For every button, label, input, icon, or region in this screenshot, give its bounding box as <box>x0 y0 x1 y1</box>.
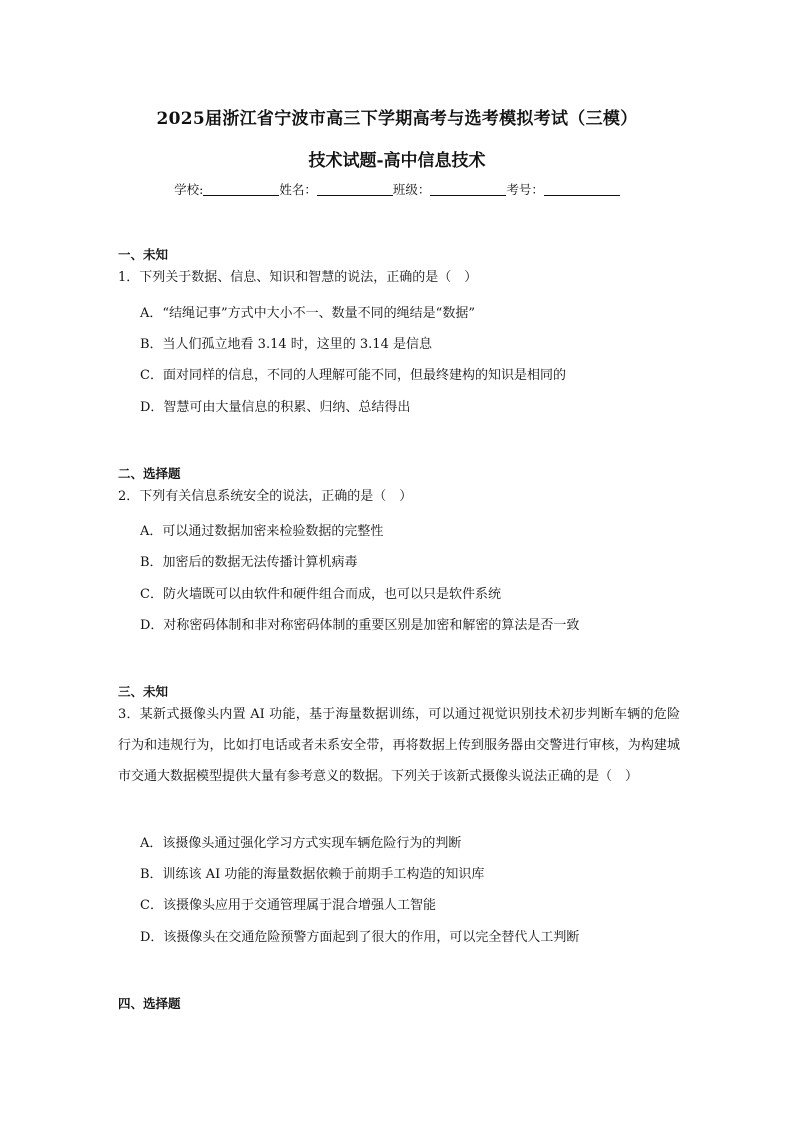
question-3-option-d: D．该摄像头在交通危险预警方面起到了很大的作用，可以完全替代人工判断 <box>140 930 580 945</box>
name-blank <box>317 183 393 196</box>
section-heading: 二、选择题 <box>118 466 181 481</box>
question-3-option-b: B．训练该 AI 功能的海量数据依赖于前期手工构造的知识库 <box>140 867 485 882</box>
page-title: 2025届浙江省宁波市高三下学期高考与选考模拟考试（三模） <box>156 109 638 129</box>
question-1-option-a: A．“结绳记事”方式中大小不一、数量不同的绳结是“数据” <box>140 306 475 321</box>
section-heading: 四、选择题 <box>118 996 181 1011</box>
exam-number-label: 考号： <box>506 182 544 197</box>
section-heading: 三、未知 <box>118 684 169 699</box>
question-3-stem: 3．某新式摄像头内置 AI 功能，基于海量数据训练，可以通过视觉识别技术初步判断车辆的危险行为和违规行为，比如打电话或者未系安全带，再将数据上传到服务器由交警进行审核，为构建城市交通大数据模型提供大量有参考意义的数据。下列关于该新式摄像头说法正确的是（ ） <box>118 707 680 784</box>
question-2-option-b: B．加密后的数据无法传播计算机病毒 <box>140 555 358 570</box>
section-heading: 一、未知 <box>118 247 169 262</box>
question-2-option-d: D．对称密码体制和非对称密码体制的重要区别是加密和解密的算法是否一致 <box>140 618 580 633</box>
question-1-option-d: D．智慧可由大量信息的积累、归纳、总结得出 <box>140 400 411 415</box>
question-3-option-c: C．该摄像头应用于交通管理属于混合增强人工智能 <box>140 898 436 913</box>
name-label: 姓名： <box>279 182 317 197</box>
school-blank <box>203 183 279 196</box>
student-info-line <box>0 180 794 198</box>
question-1-option-c: C．面对同样的信息，不同的人理解可能不同，但最终建构的知识是相同的 <box>140 368 566 383</box>
question-1-stem: 1．下列关于数据、信息、知识和智慧的说法，正确的是（ ） <box>118 270 478 285</box>
question-2-option-c: C．防火墙既可以由软件和硬件组合而成，也可以只是软件系统 <box>140 587 501 602</box>
page-subtitle: 技术试题-高中信息技术 <box>308 151 486 171</box>
question-2-stem: 2．下列有关信息系统安全的说法，正确的是（ ） <box>118 489 413 504</box>
school-label: 学校: <box>174 182 204 197</box>
exam-number-blank <box>544 183 620 196</box>
question-2-option-a: A．可以通过数据加密来检验数据的完整性 <box>140 524 384 539</box>
question-1-option-b: B．当人们孤立地看 3.14 时，这里的 3.14 是信息 <box>140 337 432 352</box>
question-3-option-a: A．该摄像头通过强化学习方式实现车辆危险行为的判断 <box>140 836 462 851</box>
class-label: 班级： <box>392 182 431 197</box>
class-blank <box>430 183 506 196</box>
